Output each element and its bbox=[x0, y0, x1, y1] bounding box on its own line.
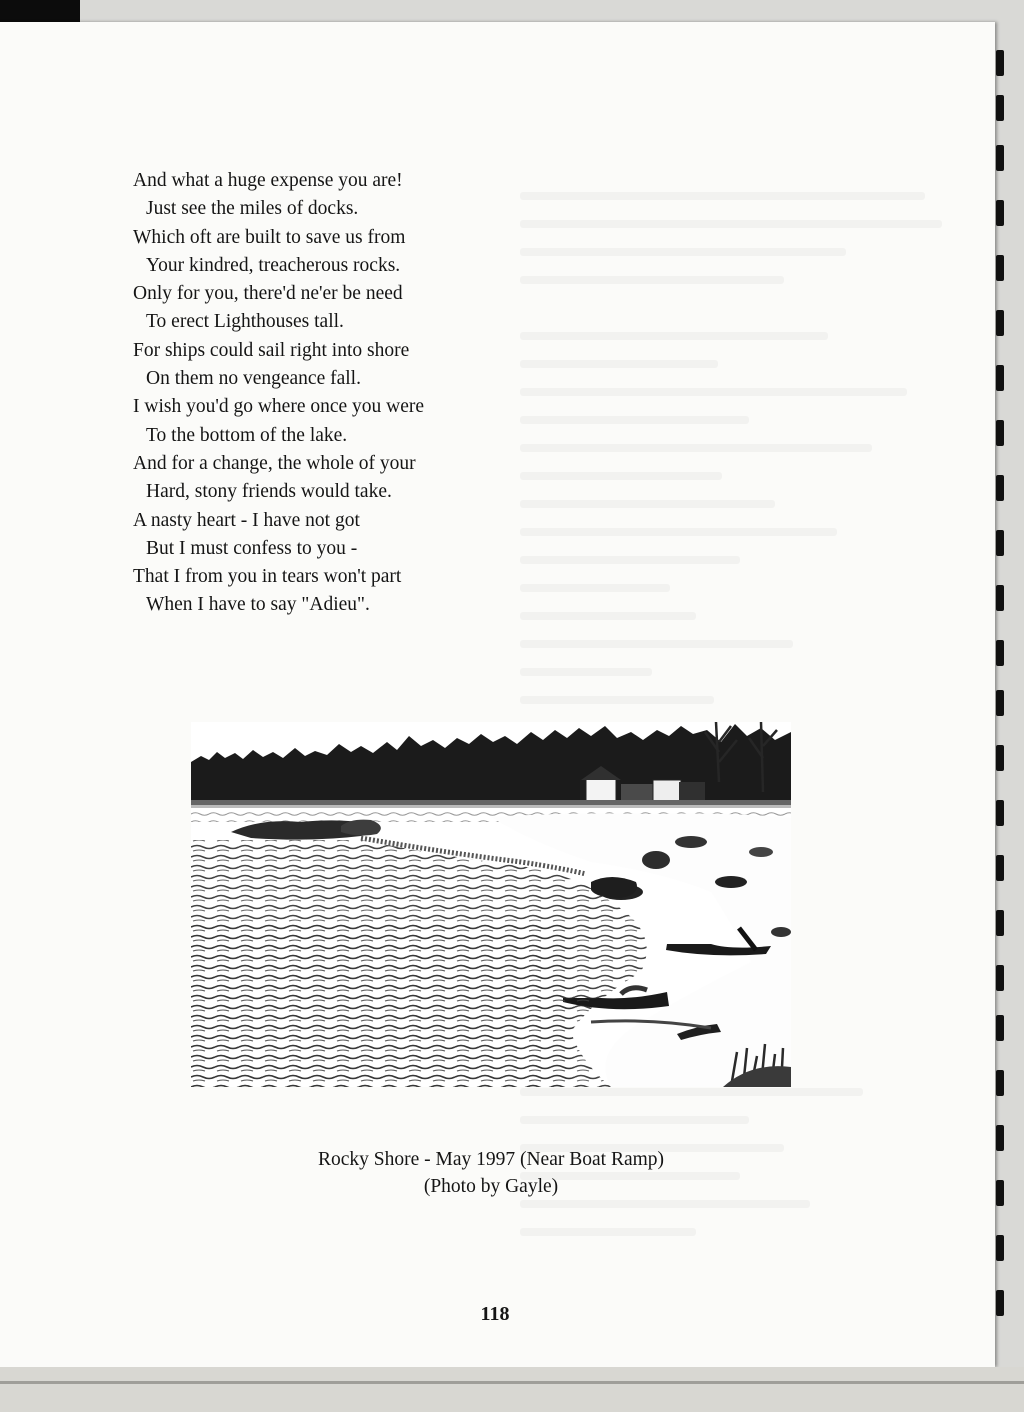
poem-line: And for a change, the whole of your bbox=[133, 452, 416, 474]
caption-title: Rocky Shore - May 1997 (Near Boat Ramp) bbox=[317, 1149, 665, 1170]
poem-line: Which oft are built to save us from bbox=[133, 226, 406, 248]
caption-credit: (Photo by Gayle) bbox=[423, 1176, 559, 1197]
spiral-binding bbox=[996, 50, 1008, 1350]
lake-shore-photo bbox=[191, 722, 791, 1087]
poem-line: Hard, stony friends would take. bbox=[146, 481, 392, 503]
poem-line: I wish you'd go where once you were bbox=[133, 396, 425, 418]
book-page bbox=[0, 22, 995, 1367]
poem-line: When I have to say "Adieu". bbox=[146, 594, 370, 616]
poem-line: And what a huge expense you are! bbox=[133, 170, 403, 191]
poem-line: Your kindred, treacherous rocks. bbox=[146, 254, 401, 276]
poem-line: That I from you in tears won't part bbox=[133, 566, 402, 588]
poem-line: A nasty heart - I have not got bbox=[133, 509, 360, 531]
poem-line: For ships could sail right into shore bbox=[133, 339, 410, 361]
poem-line: On them no vengeance fall. bbox=[146, 368, 361, 390]
poem-line: But I must confess to you - bbox=[146, 537, 358, 559]
poem-line: Only for you, there'd ne'er be need bbox=[133, 283, 403, 305]
underlying-page-edge bbox=[0, 1367, 1024, 1412]
poem-text bbox=[133, 167, 553, 620]
page-number: 118 bbox=[480, 1303, 510, 1325]
poem-line: Just see the miles of docks. bbox=[146, 198, 359, 220]
poem-line: To the bottom of the lake. bbox=[146, 424, 348, 446]
poem-line: To erect Lighthouses tall. bbox=[146, 311, 344, 333]
photo-caption bbox=[191, 1146, 791, 1200]
